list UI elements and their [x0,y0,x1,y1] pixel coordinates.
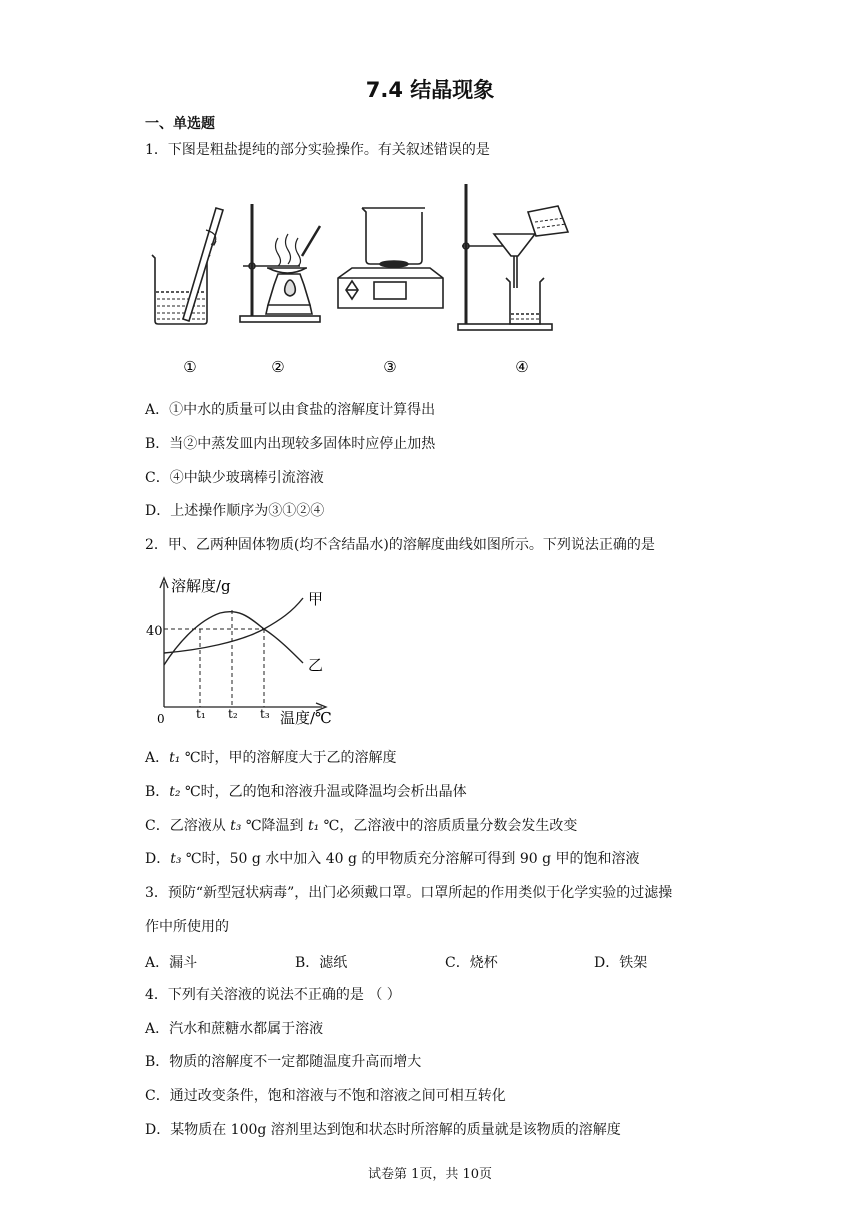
y-axis-label: 溶解度/g [171,577,231,595]
q2-option-c-mid: ℃降温到 [241,818,308,834]
q2-option-c [145,817,577,835]
curve-yi [164,612,303,665]
q2-option-d-var: t₃ [170,851,182,867]
figure-label-1: ① [183,358,197,376]
page-title: 7.4 结晶现象 [365,78,495,102]
q3-stem-line2: 作中所使用的 [145,919,229,935]
q2-option-d [145,850,640,868]
series-label-jia: 甲 [308,590,324,608]
figure-label-4: ④ [515,358,529,376]
q2-option-a-var: t₁ [169,750,181,766]
q1-option-a: A．①中水的质量可以由食盐的溶解度计算得出 [145,402,436,418]
evaporation-illustration [240,204,320,322]
q2-option-a-text: ℃时，甲的溶解度大于乙的溶解度 [180,750,397,766]
q1-option-b: B．当②中蒸发皿内出现较多固体时应停止加热 [145,436,436,452]
beaker-stirring-illustration [152,208,223,324]
q3-stem-line1: 3．预防“新型冠状病毒”，出门必须戴口罩。口罩所起的作用类似于化学实验的过滤操 [145,885,673,901]
q2-option-a-prefix: A． [145,750,170,766]
figure-label-3: ③ [383,358,397,376]
q4-option-a: A．汽水和蔗糖水都属于溶液 [145,1021,324,1037]
q3-option-b: B．滤纸 [295,955,348,971]
q1-stem: 1．下图是粗盐提纯的部分实验操作。有关叙述错误的是 [145,142,490,158]
x-tick-t1: t₁ [196,707,206,721]
balance-illustration [338,208,443,308]
q4-option-d: D．某物质在 100g 溶剂里达到饱和状态时所溶解的质量就是该物质的溶解度 [145,1122,621,1138]
q3-option-d: D．铁架 [594,955,648,971]
solubility-curve-figure [140,570,340,735]
q3-option-c: C．烧杯 [445,955,498,971]
figure-label-2: ② [271,358,285,376]
origin-label: 0 [157,712,165,726]
q1-option-d: D．上述操作顺序为③①②④ [145,503,325,519]
q4-option-b: B．物质的溶解度不一定都随温度升高而增大 [145,1054,422,1070]
filtration-illustration [458,184,568,330]
q2-option-b-prefix: B． [145,784,170,800]
series-label-yi: 乙 [308,656,324,674]
q1-apparatus-figure [140,178,570,383]
q3-options [0,952,860,972]
q3-option-a: A．漏斗 [145,955,198,971]
q2-option-c-prefix: C．乙溶液从 [145,818,231,834]
q2-option-a [145,749,397,767]
x-tick-t2: t₂ [228,707,238,721]
q2-option-b [145,783,467,801]
curve-jia [164,598,303,653]
y-tick-40: 40 [146,624,163,639]
q2-option-c-var2: t₁ [307,818,320,834]
q2-option-b-var: t₂ [169,784,181,800]
x-tick-t3: t₃ [260,707,270,721]
q2-option-c-var: t₃ [230,818,242,834]
q2-option-b-text: ℃时，乙的饱和溶液升温或降温均会析出晶体 [180,784,467,800]
q2-option-c-text: ℃，乙溶液中的溶质质量分数会发生改变 [319,818,578,834]
q2-stem: 2．甲、乙两种固体物质(均不含结晶水)的溶解度曲线如图所示。下列说法正确的是 [145,537,655,553]
page-footer: 试卷第 1页，共 10页 [367,1167,493,1182]
section-heading: 一、单选题 [145,116,215,132]
q4-stem: 4．下列有关溶液的说法不正确的是 （ ） [145,987,401,1003]
q1-option-c: C．④中缺少玻璃棒引流溶液 [145,470,324,486]
q2-option-d-text: ℃时，50 g 水中加入 40 g 的甲物质充分溶解可得到 90 g 甲的饱和溶液 [181,851,640,867]
q4-option-c: C．通过改变条件，饱和溶液与不饱和溶液之间可相互转化 [145,1088,506,1104]
q2-option-d-prefix: D． [145,851,171,867]
x-axis-label: 温度/℃ [280,709,332,727]
